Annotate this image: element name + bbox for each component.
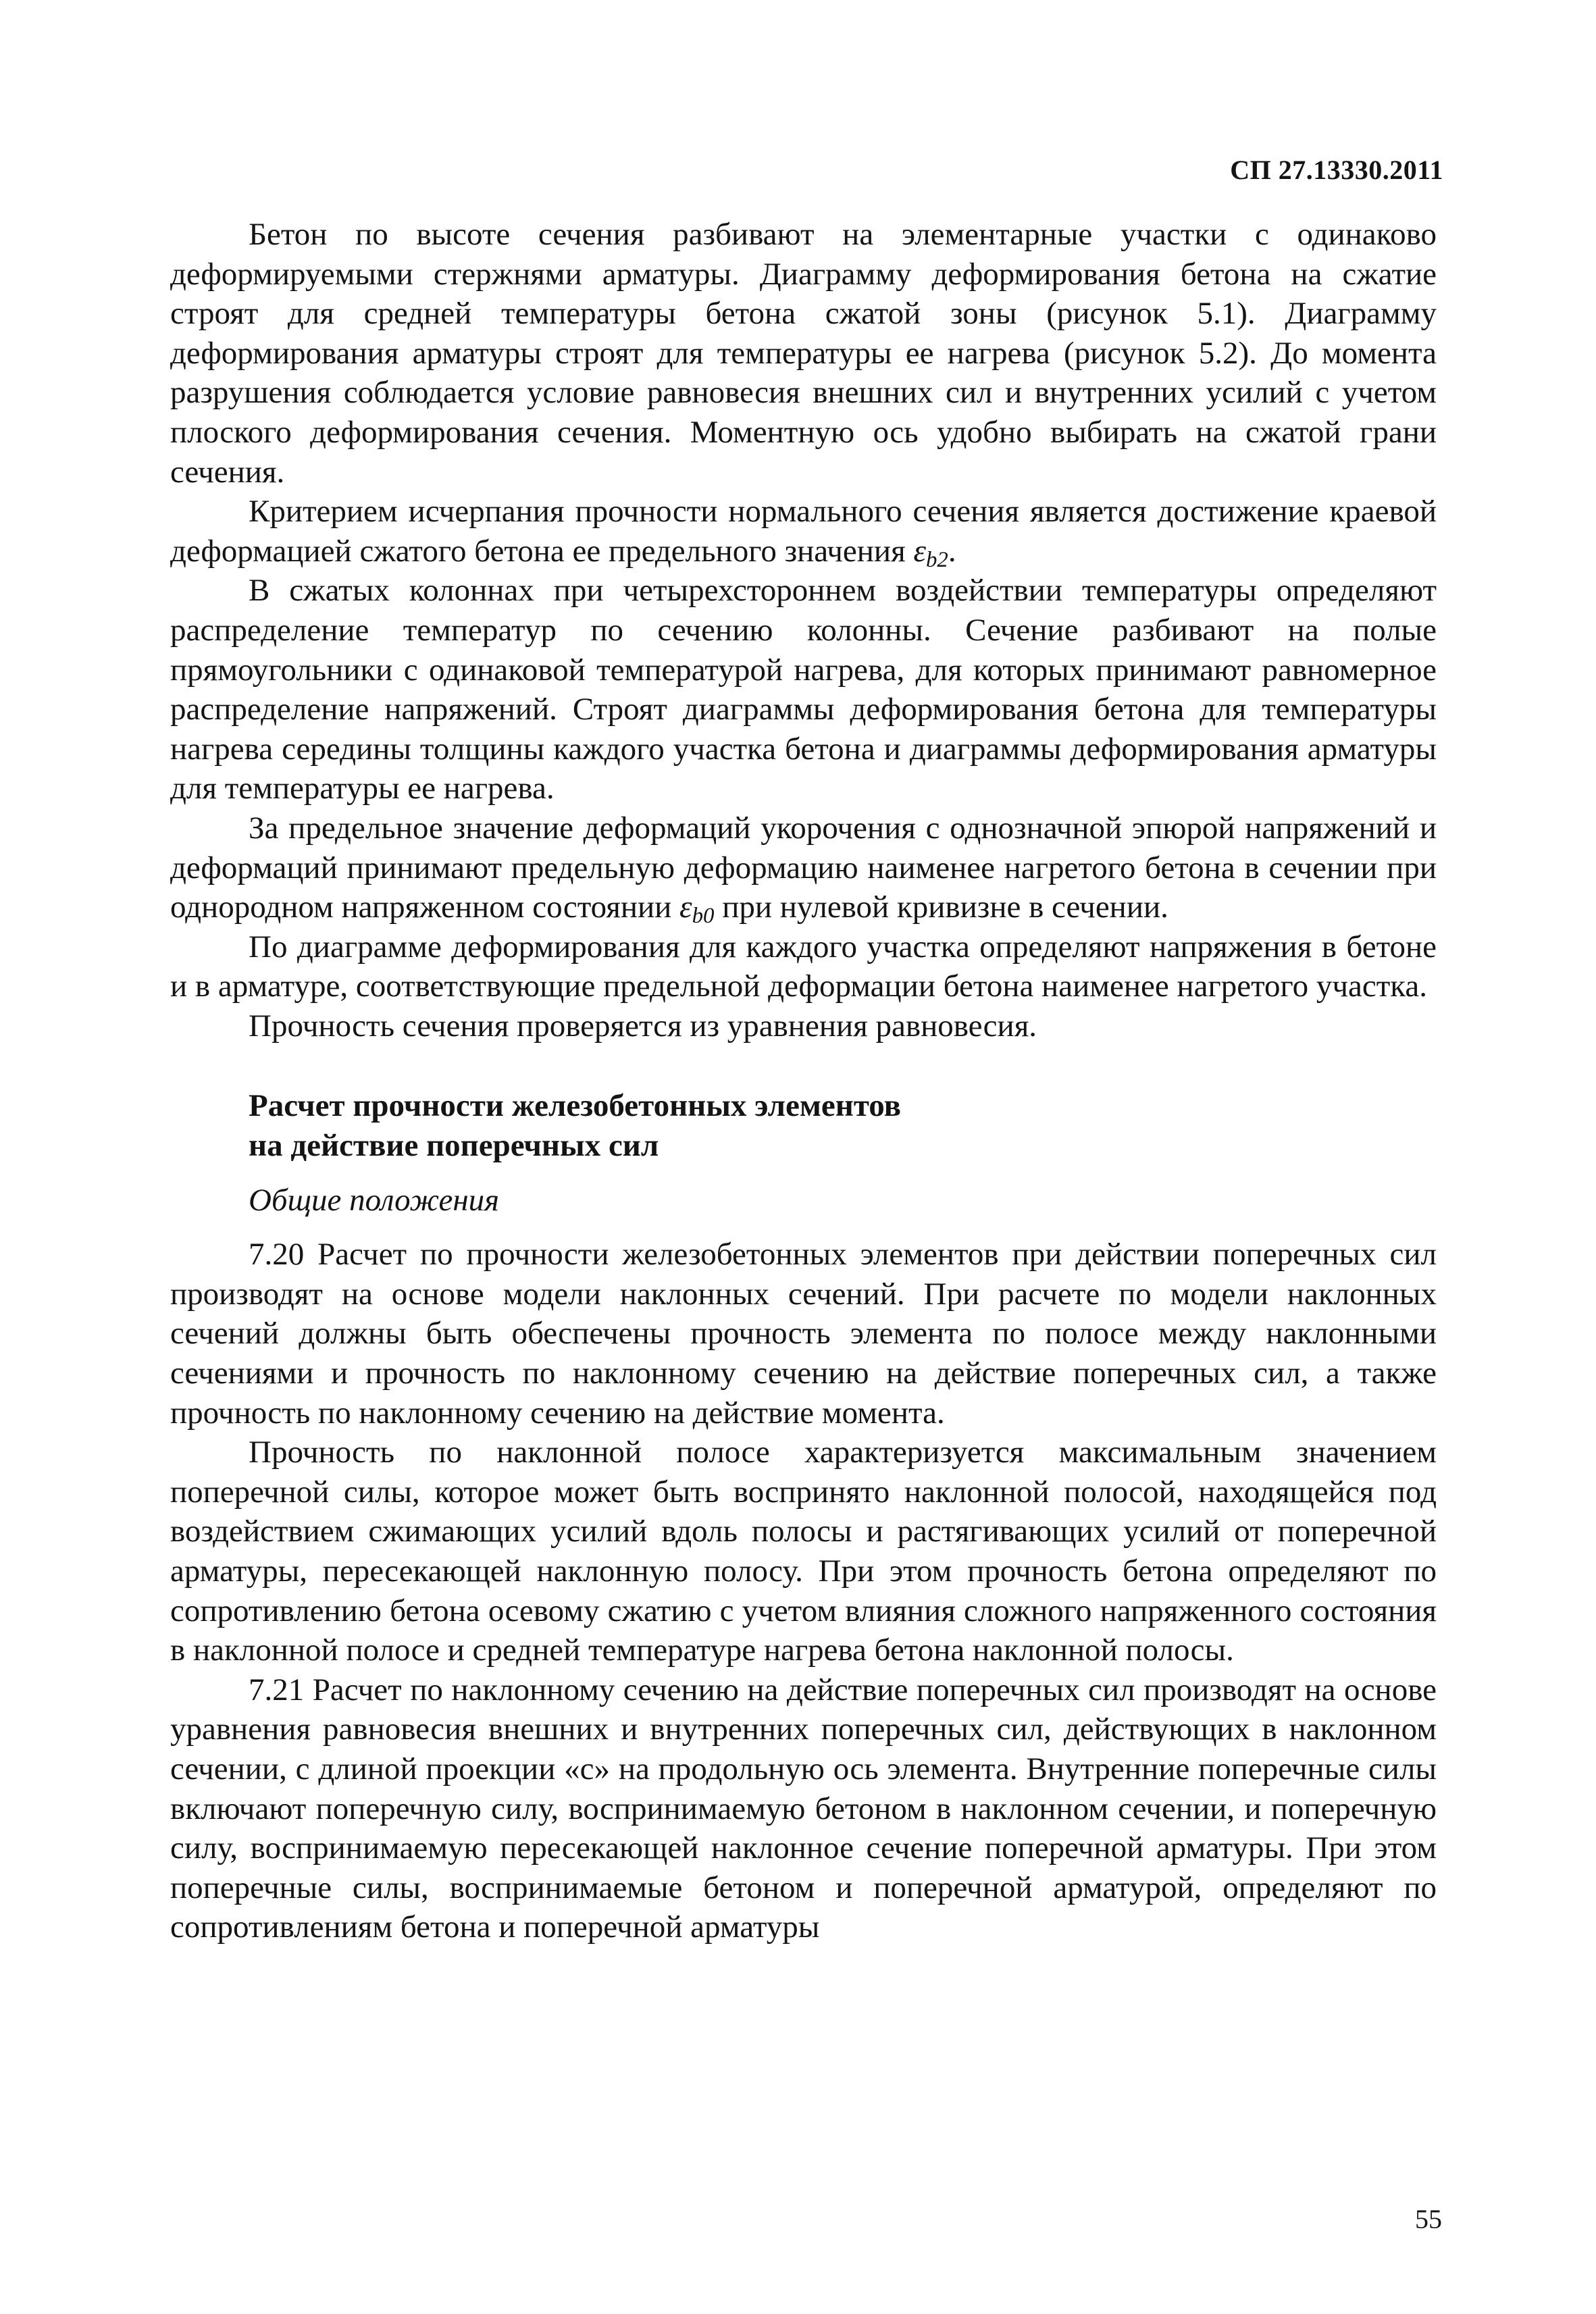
paragraph-inclined-strip: Прочность по наклонной полосе характеризуется максимальным значением поперечной силы, которое может быть воспринято наклонной полосой, находящейся под воздействием сжимающих усилий вдоль полосы и растягивающих усилий от поперечной арматуры, пересекающей наклонную полосу. При этом прочность бетона определяют по сопротивлению бетона осевому сжатию с учетом влияния сложного напряженного состояния в наклонной полосе и средней температуре нагрева бетона наклонной полосы. — [170, 1435, 1437, 1668]
section-heading — [249, 1086, 1437, 1165]
document-code: СП 27.13330.2011 — [1230, 155, 1443, 185]
page-content — [170, 215, 1437, 1947]
paragraph-limit-value: За предельное значение деформаций укорочения с однозначной эпюрой напряжений и деформаций принимают предельную деформацию наименее нагретого бетона в сечении при однородном напряженном состоянии $\varepsilon_{b0}$ при нулевой кривизне в сечении. — [170, 810, 1437, 929]
paragraph-7-20: 7.20 Расчет по прочности железобетонных элементов при действии поперечных сил производят на основе модели наклонных сечений. При расчете по модели наклонных сечений должны быть обеспечены прочность элемента по полосе между наклонными сечениями и прочность по наклонному сечению на действие поперечных сил, а также прочность по наклонному сечению на действие момента. — [170, 1237, 1437, 1431]
paragraph-7-21: 7.21 Расчет по наклонному сечению на действие поперечных сил производят на основе уравнения равновесия внешних и внутренних поперечных сил, действующих в наклонном сечении, с длиной проекции «с» на продольную ось элемента. Внутренние поперечные силы включают поперечную силу, воспринимаемую бетоном в наклонном сечении, и поперечную силу, воспринимаемую пересекающей наклонное сечение поперечной арматуры. При этом поперечные силы, воспринимаемые бетоном и поперечной арматурой, определяют по сопротивлениям бетона и поперечной арматуры — [170, 1672, 1437, 1945]
page-number: 55 — [1415, 2204, 1442, 2234]
section-heading-line-1: Расчет прочности железобетонных элементов — [249, 1088, 902, 1124]
paragraph-criterion: Критерием исчерпания прочности нормального сечения является достижение краевой деформацией сжатого бетона ее предельного значения $\varepsilon_{b2}$. — [170, 494, 1437, 572]
section-heading-line-2: на действие поперечных сил — [249, 1128, 659, 1164]
epsilon-b2-symbol: $\varepsilon_{b2}$ — [913, 533, 948, 572]
paragraph-check: Прочность сечения проверяется из уравнения равновесия. — [249, 1008, 1037, 1044]
paragraph-concrete-sections: Бетон по высоте сечения разбивают на элементарные участки с одинаково деформируемыми стержнями арматуры. Диаграмму деформирования бетона на сжатие строят для средней температуры бетона сжатой зоны (рисунок 5.1). Диаграмму деформирования арматуры строят для температуры ее нагрева (рисунок 5.2). До момента разрушения соблюдается условие равновесия внешних сил и внутренних усилий с учетом плоского деформирования сечения. Моментную ось удобно выбирать на сжатой грани сечения. — [170, 217, 1437, 490]
paragraph-diagram: По диаграмме деформирования для каждого участка определяют напряжения в бетоне и в арматуре, соответствующие предельной деформации бетона наименее нагретого участка. — [170, 929, 1437, 1004]
epsilon-b0-symbol: $\varepsilon_{b0}$ — [679, 890, 715, 929]
paragraph-columns: В сжатых колоннах при четырехстороннем воздействии температуры определяют распределение температур по сечению колонны. Сечение разбивают на полые прямоугольники с одинаковой температурой нагрева, для которых принимают равномерное распределение напряжений. Строят диаграммы деформирования бетона для температуры нагрева середины толщины каждого участка бетона и диаграммы деформирования арматуры для температуры ее нагрева. — [170, 573, 1437, 806]
subsection-heading: Общие положения — [249, 1182, 500, 1218]
